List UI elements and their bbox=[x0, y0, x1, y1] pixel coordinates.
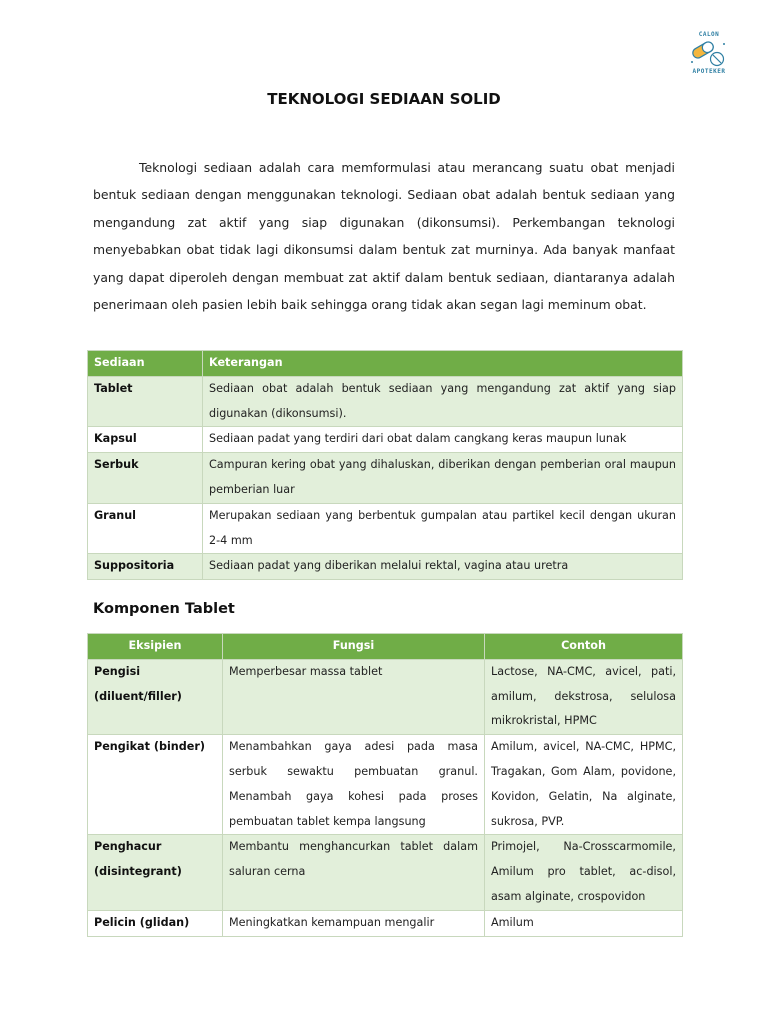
intro-text: Teknologi sediaan adalah cara memformulasi atau merancang suatu obat menjadi bentuk sediaan dengan menggunakan teknologi. Sediaan obat adalah bentuk sediaan yang mengandung zat aktif yang siap digunakan (dikonsumsi). Perkembangan teknologi menyebabkan obat tidak lagi dikonsumsi dalam bentuk zat murninya. Ada banyak manfaat yang dapat diperoleh dengan membuat zat aktif dalam bentuk sediaan, diantaranya adalah penerimaan oleh pasien lebih baik sehingga orang tidak akan segan lagi meminum obat. bbox=[93, 160, 675, 313]
intro-paragraph bbox=[93, 154, 675, 318]
section-heading: Komponen Tablet bbox=[93, 601, 235, 617]
page-title: TEKNOLOGI SEDIAAN SOLID bbox=[267, 90, 501, 108]
row-label: Penghacur (disintegrant) bbox=[88, 835, 223, 910]
row-label: Serbuk bbox=[88, 453, 203, 504]
table-header-row bbox=[88, 634, 683, 660]
row-label: Kapsul bbox=[88, 427, 203, 453]
row-desc: Campuran kering obat yang dihaluskan, diberikan dengan pemberian oral maupun pemberian luar bbox=[203, 453, 683, 504]
row-label: Tablet bbox=[88, 376, 203, 427]
table-row bbox=[88, 735, 683, 835]
header-fungsi: Fungsi bbox=[223, 634, 485, 660]
row-contoh: Primojel, Na-Crosscarmomile, Amilum pro tablet, ac-disol, asam alginate, crospovidon bbox=[485, 835, 683, 910]
calon-apoteker-logo bbox=[684, 28, 734, 80]
logo-bottom-text: APOTEKER bbox=[692, 68, 726, 75]
row-label: Granul bbox=[88, 503, 203, 554]
row-label: Pengisi (diluent/filler) bbox=[88, 659, 223, 734]
row-contoh: Amilum, avicel, NA-CMC, HPMC, Tragakan, Gom Alam, povidone, Kovidon, Gelatin, Na alginate, sukrosa, PVP. bbox=[485, 735, 683, 835]
table-row bbox=[88, 659, 683, 734]
table-row bbox=[88, 554, 683, 580]
row-desc: Merupakan sediaan yang berbentuk gumpalan atau partikel kecil dengan ukuran 2-4 mm bbox=[203, 503, 683, 554]
row-fungsi: Menambahkan gaya adesi pada masa serbuk sewaktu pembuatan granul. Menambah gaya kohesi pada proses pembuatan tablet kempa langsung bbox=[223, 735, 485, 835]
table-row bbox=[88, 376, 683, 427]
table-row bbox=[88, 910, 683, 936]
komponen-tablet-table bbox=[87, 633, 683, 937]
header-sediaan: Sediaan bbox=[88, 351, 203, 377]
row-desc: Sediaan padat yang diberikan melalui rektal, vagina atau uretra bbox=[203, 554, 683, 580]
table-row bbox=[88, 835, 683, 910]
table-row bbox=[88, 503, 683, 554]
sediaan-table bbox=[87, 350, 683, 580]
row-label: Pengikat (binder) bbox=[88, 735, 223, 835]
row-desc: Sediaan padat yang terdiri dari obat dalam cangkang keras maupun lunak bbox=[203, 427, 683, 453]
header-keterangan: Keterangan bbox=[203, 351, 683, 377]
row-contoh: Lactose, NA-CMC, avicel, pati, amilum, dekstrosa, selulosa mikrokristal, HPMC bbox=[485, 659, 683, 734]
header-eksipien: Eksipien bbox=[88, 634, 223, 660]
logo-top-text: CALON bbox=[698, 31, 720, 38]
row-label: Suppositoria bbox=[88, 554, 203, 580]
row-desc: Sediaan obat adalah bentuk sediaan yang mengandung zat aktif yang siap digunakan (dikonsumsi). bbox=[203, 376, 683, 427]
header-contoh: Contoh bbox=[485, 634, 683, 660]
row-fungsi: Memperbesar massa tablet bbox=[223, 659, 485, 734]
row-label: Pelicin (glidan) bbox=[88, 910, 223, 936]
table-header-row bbox=[88, 351, 683, 377]
row-contoh: Amilum bbox=[485, 910, 683, 936]
row-fungsi: Meningkatkan kemampuan mengalir bbox=[223, 910, 485, 936]
table-row bbox=[88, 453, 683, 504]
row-fungsi: Membantu menghancurkan tablet dalam saluran cerna bbox=[223, 835, 485, 910]
table-row bbox=[88, 427, 683, 453]
capsule-icon bbox=[689, 38, 729, 68]
